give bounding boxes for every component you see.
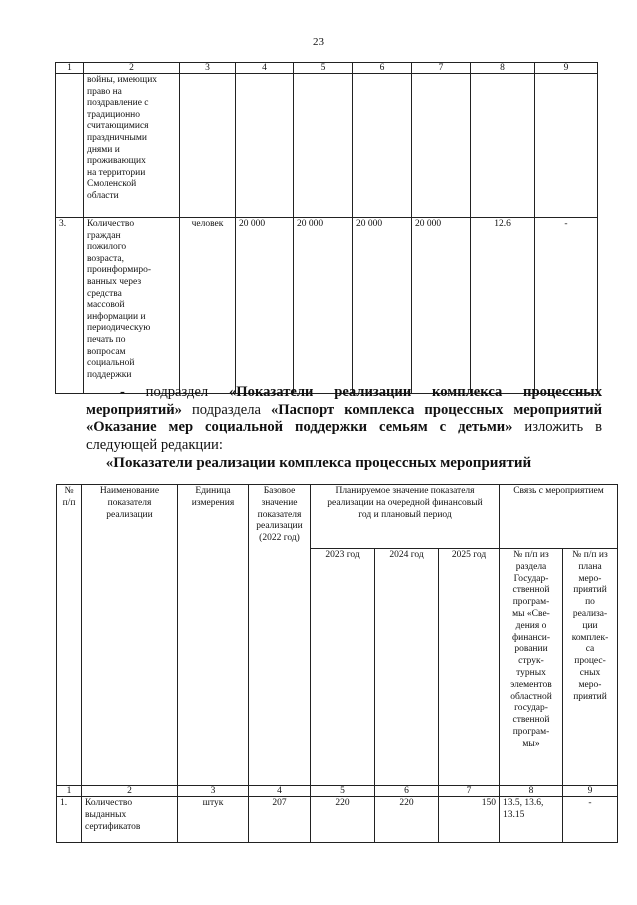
header-2023: 2023 год xyxy=(311,549,375,786)
paragraph-mid: подраздела xyxy=(181,401,271,418)
value-cell xyxy=(471,74,535,218)
table-row xyxy=(57,797,618,843)
value-cell xyxy=(294,74,353,218)
value-cell: 20 000 xyxy=(353,218,412,394)
indicator-name: войны, имеющих право на поздравление с традиционно считающимися праздничными днями и проживающих на территории Смоленской области xyxy=(84,74,180,218)
column-number: 5 xyxy=(294,63,353,74)
row-number: 1. xyxy=(57,797,82,843)
value-cell xyxy=(353,74,412,218)
amendment-paragraph xyxy=(86,384,602,454)
paragraph-bold-passport: «Паспорт комплекса процессных мероприятий «Оказание мер социальной поддержки семьям с детьми» xyxy=(86,401,602,435)
indicator-name: Количество граждан пожилого возраста, проинформиро- ванных через средства массовой информации и периодическую печать по вопросам социальной поддержки xyxy=(84,218,180,394)
value-cell: 20 000 xyxy=(412,218,471,394)
column-number: 1 xyxy=(57,786,82,797)
value-cell: 220 xyxy=(311,797,375,843)
value-cell xyxy=(412,74,471,218)
value-cell xyxy=(236,74,294,218)
header-program-section: № п/п из раздела Государ- ственной програм- мы «Све- дения о финанси- ровании струк- турных элементов областной государ- ственной програм- мы» xyxy=(500,549,563,786)
header-2024: 2024 год xyxy=(375,549,439,786)
header-num: № п/п xyxy=(57,485,82,786)
column-number: 9 xyxy=(535,63,598,74)
value-cell: 150 xyxy=(439,797,500,843)
value-cell: 207 xyxy=(249,797,311,843)
table-row xyxy=(56,74,598,218)
value-cell: 20 000 xyxy=(294,218,353,394)
paragraph-bold-title: «Показатели реализации комплекса процессных мероприятий» xyxy=(86,384,602,418)
row-number xyxy=(56,74,84,218)
table-row xyxy=(56,218,598,394)
value-cell: - xyxy=(563,797,618,843)
column-number: 6 xyxy=(353,63,412,74)
column-number: 9 xyxy=(563,786,618,797)
column-number: 3 xyxy=(178,786,249,797)
unit-cell: человек xyxy=(180,218,236,394)
section-heading: «Показатели реализации комплекса процессных мероприятий xyxy=(105,455,532,471)
column-number: 6 xyxy=(375,786,439,797)
value-cell: 220 xyxy=(375,797,439,843)
value-cell: - xyxy=(535,218,598,394)
header-unit: Единица измерения xyxy=(178,485,249,786)
column-number: 4 xyxy=(249,786,311,797)
column-number: 5 xyxy=(311,786,375,797)
header-2025: 2025 год xyxy=(439,549,500,786)
column-number: 3 xyxy=(180,63,236,74)
paragraph-lead: - подраздел xyxy=(120,384,229,400)
column-number: 8 xyxy=(500,786,563,797)
indicator-name: Количество выданных сертификатов xyxy=(82,797,178,843)
value-cell: 12.6 xyxy=(471,218,535,394)
header-planned-value: Планируемое значение показателя реализации на очередной финансовый год и плановый период xyxy=(311,485,500,549)
header-base-value: Базовое значение показателя реализации (2022 год) xyxy=(249,485,311,786)
unit-cell xyxy=(180,74,236,218)
table-header-row xyxy=(57,485,618,549)
column-number: 8 xyxy=(471,63,535,74)
header-plan-item: № п/п из плана меро- приятий по реализа- ции комплек- са процес- сных меро- приятий xyxy=(563,549,618,786)
column-number: 2 xyxy=(84,63,180,74)
column-number: 7 xyxy=(439,786,500,797)
column-number-row xyxy=(56,63,598,74)
page-number: 23 xyxy=(313,36,324,48)
column-number: 7 xyxy=(412,63,471,74)
paragraph-tail: изложить в следующей редакции: xyxy=(86,419,602,453)
header-link: Связь с мероприятием xyxy=(500,485,618,549)
row-number: 3. xyxy=(56,218,84,394)
indicators-table-continuation xyxy=(55,62,598,394)
value-cell: 13.5, 13.6, 13.15 xyxy=(500,797,563,843)
indicators-table xyxy=(56,484,618,843)
header-name: Наименование показателя реализации xyxy=(82,485,178,786)
column-number-row xyxy=(57,786,618,797)
column-number: 1 xyxy=(56,63,84,74)
value-cell xyxy=(535,74,598,218)
column-number: 4 xyxy=(236,63,294,74)
column-number: 2 xyxy=(82,786,178,797)
value-cell: 20 000 xyxy=(236,218,294,394)
unit-cell: штук xyxy=(178,797,249,843)
